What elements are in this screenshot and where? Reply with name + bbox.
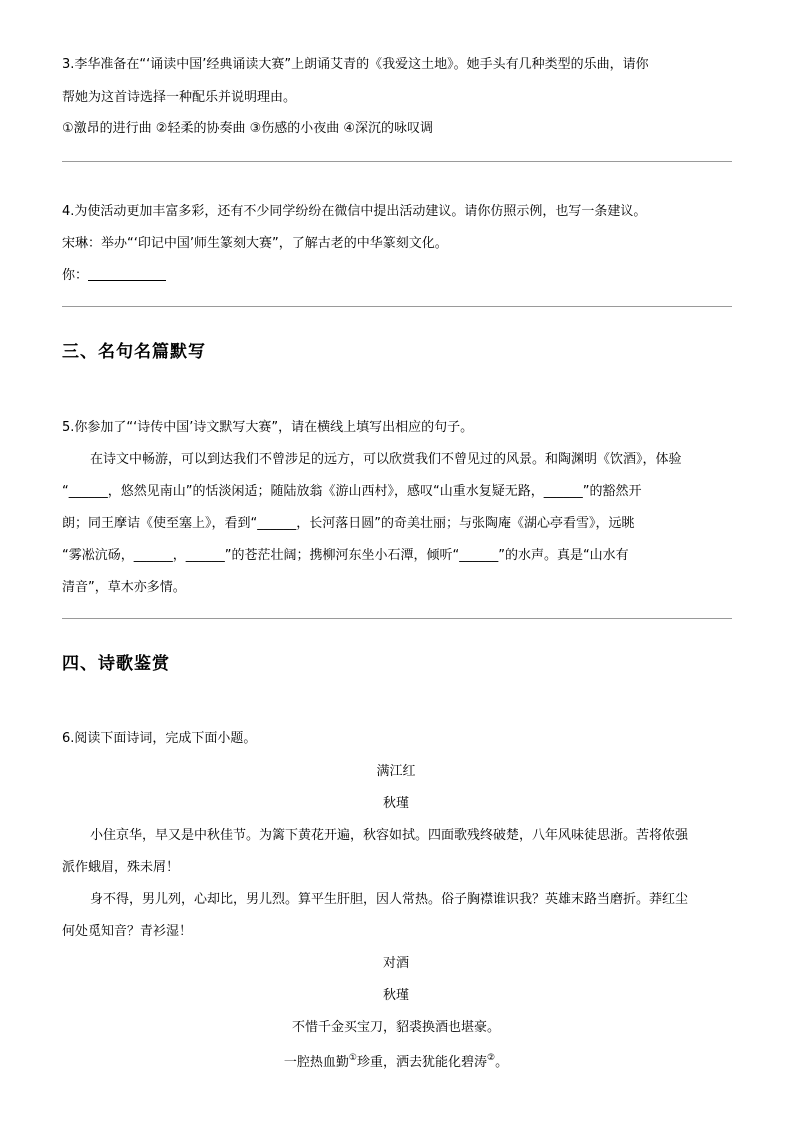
footnote-marker-1: ① — [348, 1053, 357, 1063]
poem-2-line-2-part-c: 。 — [495, 1055, 509, 1070]
divider — [62, 618, 732, 619]
poem-2-line-2-part-b: 珍重，洒去犹能化碧涛 — [356, 1055, 487, 1070]
poem-2-line-2-part-a: 一腔热血勤 — [283, 1055, 349, 1070]
poem-2-line-2 — [0, 1053, 792, 1073]
q3-line-1: 3.李华准备在“‘诵读中国’经典诵读大赛”上朗诵艾青的《我爱这土地》。她手头有几种类型的乐曲，请你 — [62, 57, 649, 72]
poem-2-line-1: 不惜千金买宝刀，貂裘换酒也堪豪。 — [291, 1020, 500, 1035]
q4-answer-line — [62, 266, 166, 286]
divider — [62, 306, 732, 307]
q3-options: ①激昂的进行曲 ②轻柔的协奏曲 ③伤感的小夜曲 ④深沉的咏叹调 — [62, 121, 434, 136]
poem-2-author: 秋瑾 — [382, 988, 409, 1003]
q5-line-5: “雾凇沆砀，______，______”的苍茫壮阔；携柳河东坐小石潭，倾听“______”的水声。真是“山水有 — [62, 548, 629, 563]
q5-line-3: “______，悠然见南山”的恬淡闲适；随陆放翁《游山西村》，感叹“山重水复疑无路，______”的豁然开 — [62, 484, 642, 499]
poem-1-para-1-line-2: 派作蛾眉，殊未屑！ — [62, 860, 180, 875]
q4-example: 宋琳：举办“‘印记中国’师生篆刻大赛”，了解古老的中华篆刻文化。 — [62, 236, 448, 251]
poem-1-para-2-line-1: 身不得，男儿列，心却比，男儿烈。算平生肝胆，因人常热。俗子胸襟谁识我？英雄末路当磨折。莽红尘 — [90, 892, 689, 907]
poem-1-para-1-line-1: 小住京华，早又是中秋佳节。为篱下黄花开遍，秋容如拭。四面歌残终破楚，八年风味徒思浙。苦将侬强 — [90, 828, 689, 843]
section-4-heading: 四、诗歌鉴赏 — [62, 654, 170, 674]
footnote-marker-2: ② — [487, 1053, 496, 1063]
q6-intro: 6.阅读下面诗词，完成下面小题。 — [62, 731, 257, 746]
poem-1-author: 秋瑾 — [382, 796, 409, 811]
q3-line-2: 帮她为这首诗选择一种配乐并说明理由。 — [62, 90, 297, 105]
section-3-heading: 三、名句名篇默写 — [62, 342, 206, 362]
poem-2-title: 对酒 — [382, 956, 409, 971]
q5-line-2: 在诗文中畅游，可以到达我们不曾涉足的远方，可以欣赏我们不曾见过的风景。和陶渊明《饮酒》，体验 — [90, 452, 682, 467]
q4-answer-prefix: 你： — [62, 268, 89, 283]
q5-line-6: 清音”，草木亦多情。 — [62, 580, 186, 595]
poem-1-title: 满江红 — [376, 764, 416, 779]
q5-line-1: 5.你参加了“‘诗传中国’诗文默写大赛”，请在横线上填写出相应的句子。 — [62, 420, 474, 435]
q4-line-1: 4.为使活动更加丰富多彩，还有不少同学纷纷在微信中提出活动建议。请你仿照示例，也写一条建议。 — [62, 204, 647, 219]
divider — [62, 161, 732, 162]
q5-line-4: 朗；同王摩诘《使至塞上》，看到“______，长河落日圆”的奇美壮丽；与张陶庵《湖心亭看雪》，远眺 — [62, 516, 635, 531]
poem-1-para-2-line-2: 何处觅知音？青衫湿！ — [62, 924, 193, 939]
q4-answer-blank[interactable] — [88, 266, 166, 281]
